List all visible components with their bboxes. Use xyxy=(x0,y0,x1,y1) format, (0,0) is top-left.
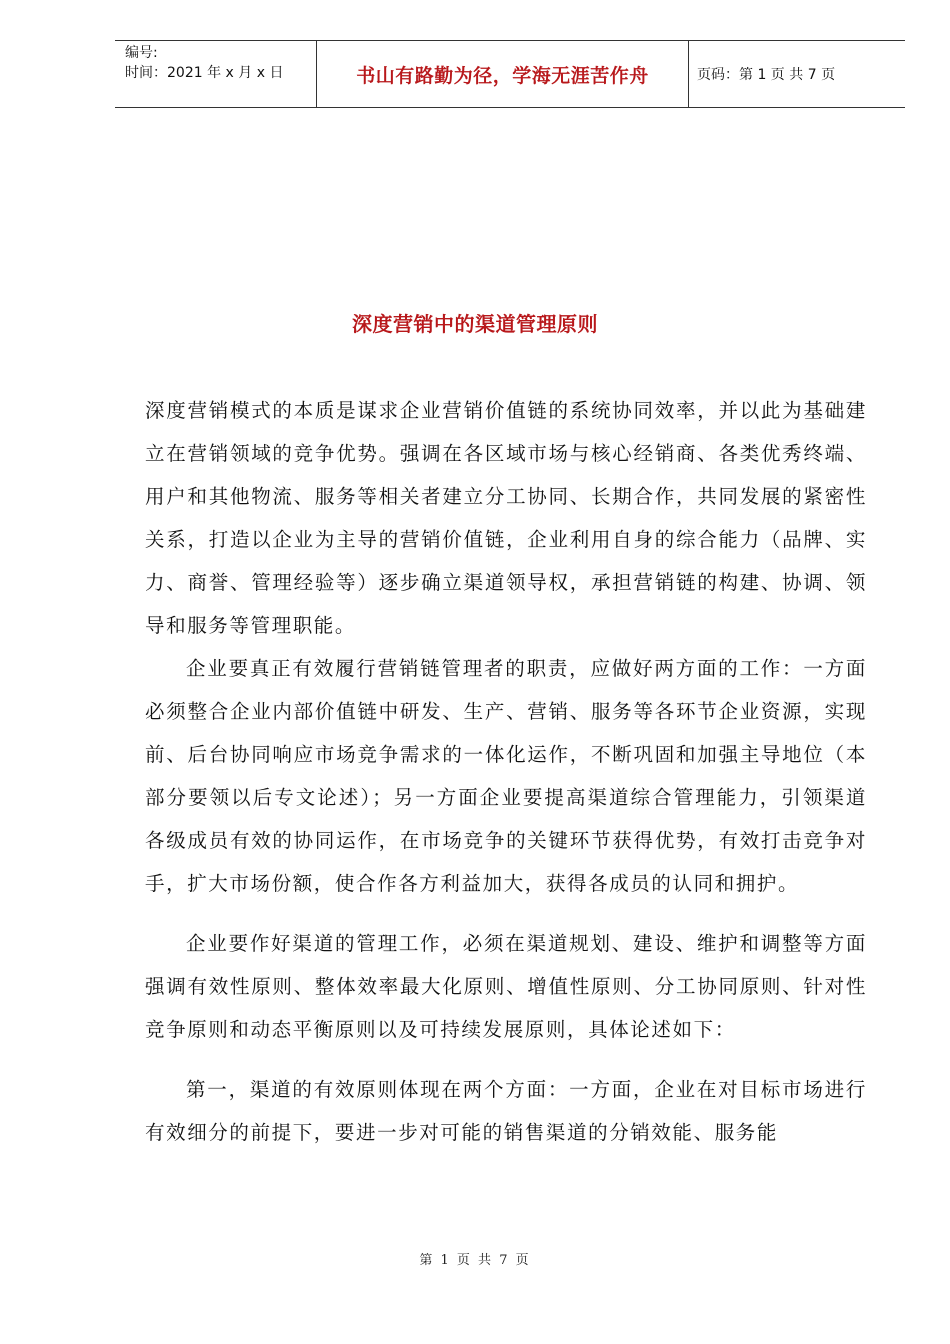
paragraph: 深度营销模式的本质是谋求企业营销价值链的系统协同效率，并以此为基础建立在营销领域的竞争优势。强调在各区域市场与核心经销商、各类优秀终端、用户和其他物流、服务等相关者建立分工协同、长期合作，共同发展的紧密性关系，打造以企业为主导的营销价值链，企业利用自身的综合能力（品牌、实力、商誉、管理经验等）逐步确立渠道领导权，承担营销链的构建、协调、领导和服务等管理职能。 xyxy=(145,399,867,637)
header-page-cell xyxy=(689,41,905,107)
time-label: 时间：2021 年 x 月 x 日 xyxy=(125,65,284,81)
paragraph: 第一，渠道的有效原则体现在两个方面：一方面，企业在对目标市场进行有效细分的前提下，要进一步对可能的销售渠道的分销效能、服务能 xyxy=(145,1078,867,1144)
header-page-info: 页码：第 1 页 共 7 页 xyxy=(697,67,836,83)
header-motto: 书山有路勤为径，学海无涯苦作舟 xyxy=(356,64,649,87)
paragraph: 企业要作好渠道的管理工作，必须在渠道规划、建设、维护和调整等方面强调有效性原则、整体效率最大化原则、增值性原则、分工协同原则、针对性竞争原则和动态平衡原则以及可持续发展原则，具体论述如下： xyxy=(145,932,867,1041)
header-motto-cell xyxy=(317,41,689,107)
document-title: 深度营销中的渠道管理原则 xyxy=(352,312,598,336)
page-header xyxy=(115,40,905,108)
page-footer: 第 1 页 共 7 页 xyxy=(419,1253,531,1268)
paragraph: 企业要真正有效履行营销链管理者的职责，应做好两方面的工作：一方面必须整合企业内部价值链中研发、生产、营销、服务等各环节企业资源，实现前、后台协同响应市场竞争需求的一体化运作，不断巩固和加强主导地位（本部分要领以后专文论述）；另一方面企业要提高渠道综合管理能力，引领渠道各级成员有效的协同运作，在市场竞争的关键环节获得优势，有效打击竞争对手，扩大市场份额，使合作各方利益加大，获得各成员的认同和拥护。 xyxy=(145,657,867,895)
document-body xyxy=(145,389,867,1154)
header-meta-cell xyxy=(115,41,317,107)
serial-number-label: 编号: xyxy=(125,45,158,61)
